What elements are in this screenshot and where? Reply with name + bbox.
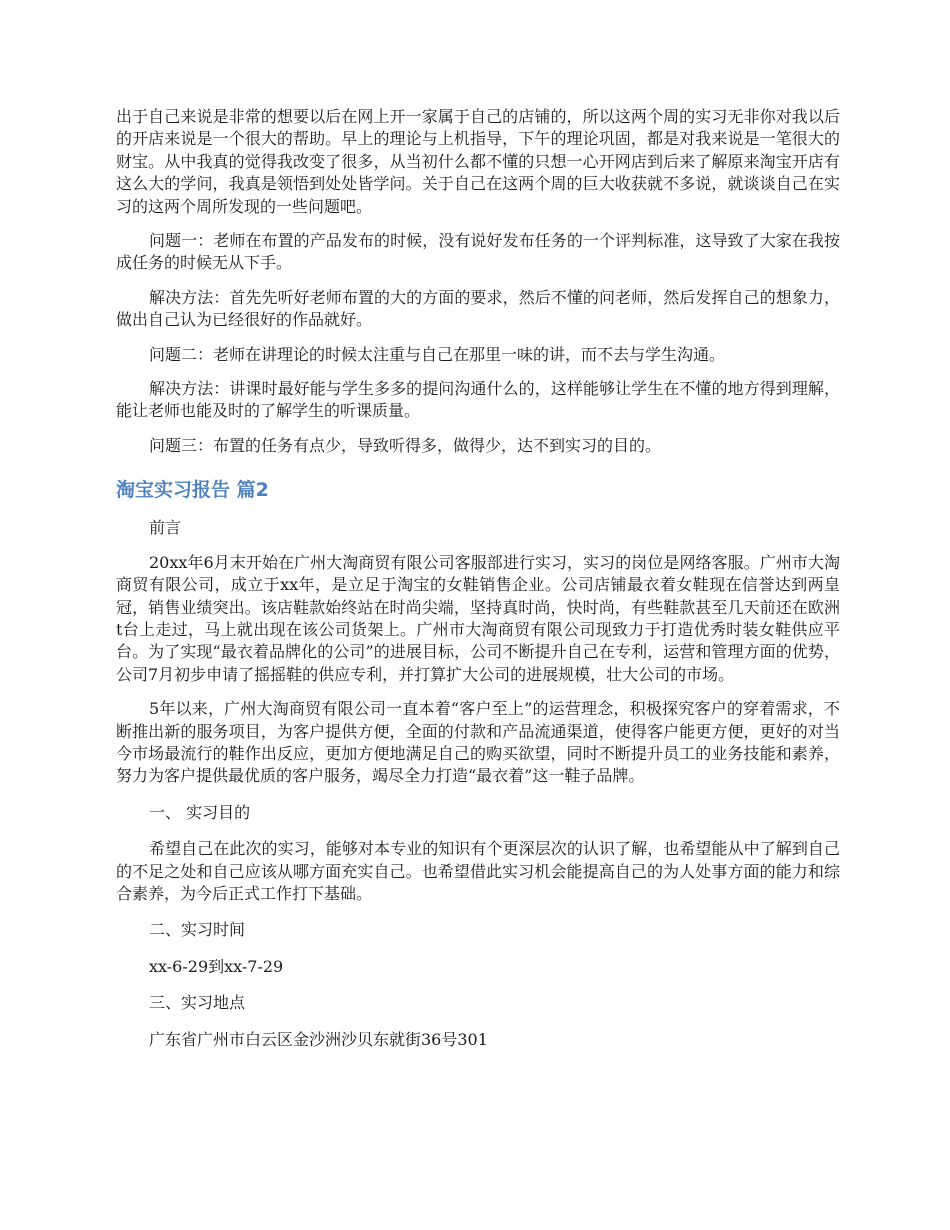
- company-philosophy-paragraph: 5年以来，广州大淘商贸有限公司一直本着“客户至上”的运营理念，积极探究客户的穿着需求，不断推出新的服务项目，为客户提供方便，全面的付款和产品流通渠道，使得客户能更方便，更好的对当今市场最流行的鞋作出反应，更加方便地满足自己的购买欲望，同时不断提升员工的业务技能和素养，努力为客户提供最优质的客户服务，竭尽全力打造“最衣着”这一鞋子品牌。: [116, 699, 840, 786]
- purpose-heading: 一、 实习目的: [149, 802, 251, 822]
- place-heading: 三、实习地点: [149, 993, 246, 1013]
- preface-label: 前言: [149, 518, 182, 538]
- solution-two-paragraph: 解决方法：讲课时最好能与学生多多的提问沟通什么的，这样能够让学生在不懂的地方得到理解，能让老师也能及时的了解学生的听课质量。: [116, 379, 840, 421]
- time-heading: 二、实习时间: [149, 920, 246, 940]
- section-heading: 淘宝实习报告 篇2: [116, 479, 269, 502]
- company-intro-paragraph: 20xx年6月末开始在广州大淘商贸有限公司客服部进行实习，实习的岗位是网络客服。广州市大淘商贸有限公司，成立于xx年，是立足于淘宝的女鞋销售企业。公司店铺最衣着女鞋现在信誉达到两皇冠，销售业绩突出。该店鞋款始终站在时尚尖端，坚持真时尚，快时尚，有些鞋款甚至几天前还在欧洲t台上走过，马上就出现在该公司货架上。广州市大淘商贸有限公司现致力于打造优秀时装女鞋供应平台。为了实现“最衣着品牌化的公司”的进展目标，公司不断提升自己在专利，运营和管理方面的优势，公司7月初步申请了摇摇鞋的供应专利，并打算扩大公司的进展规模，壮大公司的市场。: [116, 552, 840, 684]
- time-text: xx-6-29到xx-7-29: [149, 956, 284, 976]
- document-page: [116, 106, 840, 1051]
- problem-three-paragraph: 问题三：布置的任务有点少，导致听得多，做得少，达不到实习的目的。: [149, 435, 662, 455]
- solution-one-paragraph: 解决方法：首先先听好老师布置的大的方面的要求，然后不懂的问老师，然后发挥自己的想象力，做出自己认为已经很好的作品就好。: [116, 287, 840, 330]
- problem-one-paragraph: 问题一：老师在布置的产品发布的时候，没有说好发布任务的一个评判标准，这导致了大家在我按成任务的时候无从下手。: [116, 231, 840, 273]
- purpose-paragraph: 希望自己在此次的实习，能够对本专业的知识有个更深层次的认识了解，也希望能从中了解到自己的不足之处和自己应该从哪方面充实自己。也希望借此实习机会能提高自己的为人处事方面的能力和综合素养，为今后正式工作打下基础。: [116, 839, 840, 903]
- place-text: 广东省广州市白云区金沙洲沙贝东就街36号301: [149, 1029, 488, 1049]
- intro-paragraph: 出于自己来说是非常的想要以后在网上开一家属于自己的店铺的，所以这两个周的实习无非你对我以后的开店来说是一个很大的帮助。早上的理论与上机指导，下午的理论巩固，都是对我来说是一笔很大的财宝。从中我真的觉得我改变了很多，从当初什么都不懂的只想一心开网店到后来了解原来淘宝开店有这么大的学问，我真是领悟到处处皆学问。关于自己在这两个周的巨大收获就不多说，就谈谈自己在实习的这两个周所发现的一些问题吧。: [116, 107, 840, 216]
- problem-two-paragraph: 问题二：老师在讲理论的时候太注重与自己在那里一味的讲，而不去与学生沟通。: [149, 344, 726, 364]
